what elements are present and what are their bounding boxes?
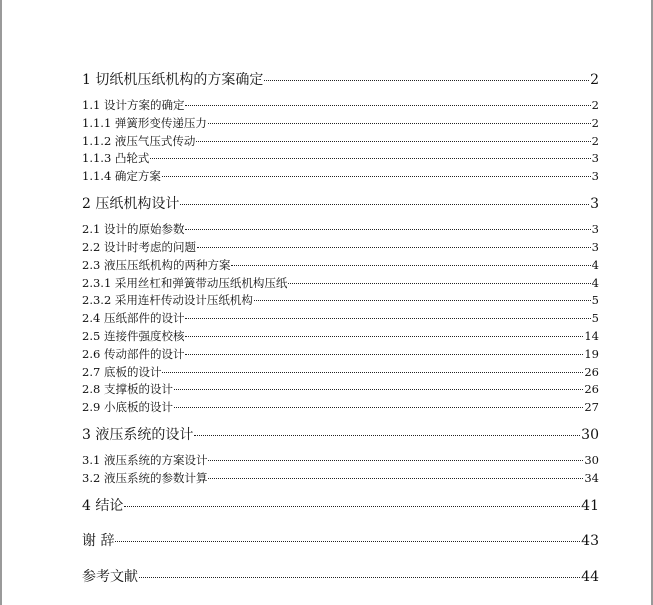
toc-entry-page: 41 <box>581 498 599 514</box>
toc-entry-page: 19 <box>584 347 599 361</box>
toc-entry-title: 2.9 小底板的设计 <box>82 400 173 414</box>
toc-leader-dots <box>208 478 583 479</box>
toc-entry[interactable] <box>82 97 599 113</box>
toc-entry-title: 1.1.1 弹簧形变传递压力 <box>82 116 207 130</box>
toc-entry[interactable] <box>82 168 599 184</box>
toc-entry-title: 4 结论 <box>82 498 124 514</box>
toc-entry[interactable] <box>82 566 599 586</box>
toc-entry-title: 2.8 支撑板的设计 <box>82 382 173 396</box>
toc-leader-dots <box>115 541 580 542</box>
toc-leader-dots <box>231 265 590 266</box>
toc-leader-dots <box>185 229 590 230</box>
toc-entry-page: 26 <box>584 365 599 379</box>
toc-entry[interactable] <box>82 133 599 149</box>
toc-leader-dots <box>180 204 589 205</box>
toc-leader-dots <box>185 318 590 319</box>
toc-entry-page: 3 <box>591 222 599 236</box>
toc-leader-dots <box>139 577 580 578</box>
toc-entry[interactable] <box>82 115 599 131</box>
toc-leader-dots <box>264 80 589 81</box>
toc-entry-title: 1 切纸机压纸机构的方案确定 <box>82 72 264 88</box>
toc-entry-title: 1.1.2 液压气压式传动 <box>82 134 196 148</box>
toc-leader-dots <box>174 389 583 390</box>
toc-entry-page: 3 <box>591 169 599 183</box>
toc-leader-dots <box>185 105 590 106</box>
toc-entry[interactable] <box>82 257 599 273</box>
toc-entry-title: 2.3 液压压纸机构的两种方案 <box>82 258 231 272</box>
toc-entry-title: 1.1 设计方案的确定 <box>82 98 185 112</box>
toc-entry-page: 30 <box>584 453 599 467</box>
toc-entry[interactable] <box>82 69 599 89</box>
toc-entry[interactable] <box>82 470 599 486</box>
toc-entry-page: 4 <box>591 276 599 290</box>
toc-entry-title: 1.1.3 凸轮式 <box>82 151 150 165</box>
toc-leader-dots <box>162 372 583 373</box>
toc-entry-title: 2.6 传动部件的设计 <box>82 347 185 361</box>
toc-entry-page: 2 <box>591 98 599 112</box>
toc-entry-title: 谢 辞 <box>82 533 115 549</box>
toc-leader-dots <box>197 247 591 248</box>
toc-entry-page: 27 <box>584 400 599 414</box>
toc-entry[interactable] <box>82 424 599 444</box>
toc-leader-dots <box>254 300 591 301</box>
toc-entry-page: 3 <box>590 196 599 212</box>
toc-entry-title: 1.1.4 确定方案 <box>82 169 161 183</box>
toc-entry[interactable] <box>82 381 599 397</box>
toc-leader-dots <box>162 176 591 177</box>
toc-entry-page: 44 <box>581 569 599 585</box>
toc-entry[interactable] <box>82 221 599 237</box>
toc-entry-page: 2 <box>591 116 599 130</box>
page-left-edge <box>0 0 2 605</box>
toc-entry[interactable] <box>82 275 599 291</box>
toc-leader-dots <box>196 141 590 142</box>
toc-entry-page: 5 <box>591 311 599 325</box>
toc-entry-page: 4 <box>591 258 599 272</box>
toc-leader-dots <box>288 283 590 284</box>
toc-entry-page: 5 <box>591 293 599 307</box>
toc-entry-title: 2 压纸机构设计 <box>82 196 180 212</box>
toc-entry-title: 2.3.1 采用丝杠和弹簧带动压纸机构压纸 <box>82 276 288 290</box>
toc-entry-page: 2 <box>591 134 599 148</box>
toc-entry[interactable] <box>82 328 599 344</box>
toc-entry-page: 14 <box>584 329 599 343</box>
toc-entry-title: 2.4 压纸部件的设计 <box>82 311 185 325</box>
toc-entry-title: 参考文献 <box>82 569 138 585</box>
toc-entry[interactable] <box>82 292 599 308</box>
toc-entry[interactable] <box>82 495 599 515</box>
toc-entry-page: 3 <box>591 151 599 165</box>
toc-leader-dots <box>194 435 580 436</box>
toc-entry[interactable] <box>82 452 599 468</box>
toc-entry-title: 3 液压系统的设计 <box>82 427 194 443</box>
toc-entry-title: 2.1 设计的原始参数 <box>82 222 185 236</box>
toc-entry-page: 3 <box>591 240 599 254</box>
toc-entry[interactable] <box>82 399 599 415</box>
toc-entry-title: 2.2 设计时考虑的问题 <box>82 240 196 254</box>
toc-leader-dots <box>185 354 583 355</box>
toc-leader-dots <box>124 506 580 507</box>
toc-leader-dots <box>208 123 591 124</box>
toc-entry[interactable] <box>82 239 599 255</box>
toc-entry[interactable] <box>82 364 599 380</box>
toc-entry-title: 2.5 连接件强度校核 <box>82 329 185 343</box>
toc-entry-page: 30 <box>581 427 599 443</box>
toc-entry[interactable] <box>82 346 599 362</box>
toc-entry-title: 3.1 液压系统的方案设计 <box>82 453 208 467</box>
toc-leader-dots <box>150 158 590 159</box>
toc-entry-title: 3.2 液压系统的参数计算 <box>82 471 208 485</box>
toc-leader-dots <box>185 336 583 337</box>
toc-leader-dots <box>208 460 583 461</box>
toc-entry[interactable] <box>82 310 599 326</box>
toc-entry-title: 2.7 底板的设计 <box>82 365 162 379</box>
toc-entry-title: 2.3.2 采用连杆传动设计压纸机构 <box>82 293 253 307</box>
toc-entry[interactable] <box>82 193 599 213</box>
toc-entry-page: 2 <box>590 72 599 88</box>
toc-leader-dots <box>174 407 583 408</box>
toc-entry[interactable] <box>82 530 599 550</box>
toc-entry-page: 26 <box>584 382 599 396</box>
toc-entry-page: 34 <box>584 471 599 485</box>
toc-entry[interactable] <box>82 150 599 166</box>
toc-entry-page: 43 <box>581 533 599 549</box>
